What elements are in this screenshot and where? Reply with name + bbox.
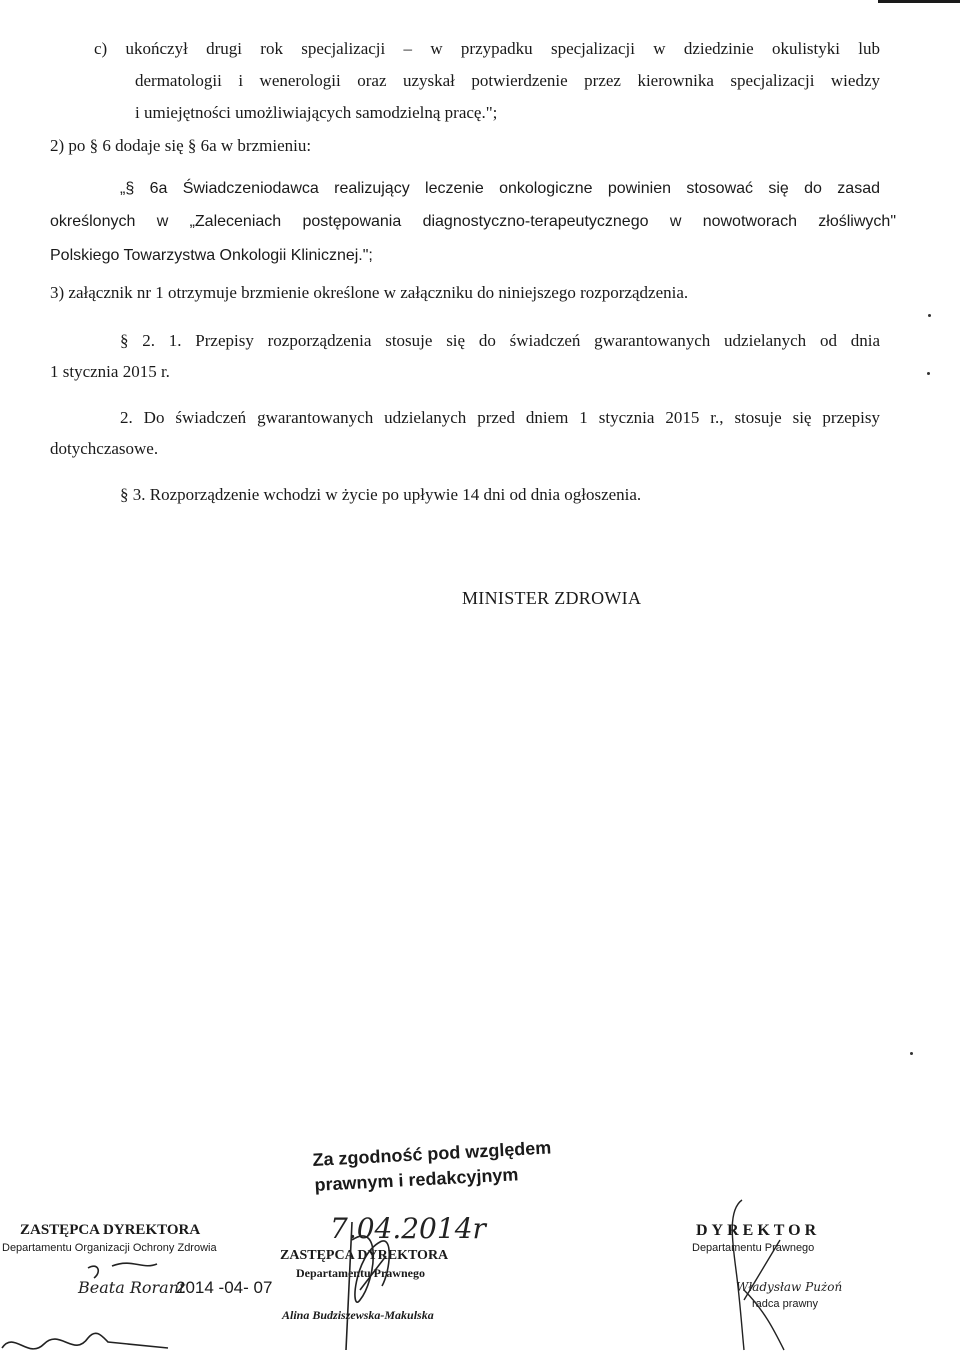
- point-3: 3) załącznik nr 1 otrzymuje brzmienie określone w załączniku do niniejszego rozporządzenia.: [50, 283, 689, 302]
- right-stamp-department: Departamentu Prawnego: [692, 1242, 815, 1254]
- left-stamp-date: 2014 -04- 07: [176, 1278, 273, 1297]
- section-2-para-1-line-1: § 2. 1. Przepisy rozporządzenia stosuje się do świadczeń gwarantowanych udzielanych od dnia: [120, 331, 880, 350]
- compliance-stamp-line-2: prawnym i redakcyjnym: [314, 1164, 519, 1195]
- section-6a-line-3: Polskiego Towarzystwa Onkologii Klinicznej.";: [50, 247, 373, 264]
- minister-heading: MINISTER ZDROWIA: [462, 588, 642, 608]
- center-stamp-title: ZASTĘPCA DYREKTORA: [280, 1248, 449, 1263]
- point-2: 2) po § 6 dodaje się § 6a w brzmieniu:: [50, 136, 312, 155]
- right-stamp-name: Władysław Pużoń: [736, 1280, 843, 1294]
- left-stamp-name: Beata Rorant: [78, 1278, 186, 1297]
- left-stamp-department: Departamentu Organizacji Ochrony Zdrowia: [2, 1242, 217, 1254]
- right-stamp-title: DYREKTOR: [696, 1222, 821, 1239]
- compliance-stamp-date: 7.04.2014r: [330, 1212, 486, 1245]
- section-2-para-1-line-2: 1 stycznia 2015 r.: [50, 362, 170, 381]
- left-stamp-title: ZASTĘPCA DYREKTORA: [20, 1222, 201, 1238]
- section-6a-line-2: określonych w „Zaleceniach postępowania diagnostyczno-terapeutycznego w nowotworach złośliwych": [50, 213, 896, 230]
- section-6a-line-1: „§ 6a Świadczeniodawca realizujący leczenie onkologiczne powinien stosować się do zasad: [120, 180, 880, 197]
- point-c-line-2: dermatologii i wenerologii oraz uzyskał potwierdzenie przez kierownika specjalizacji wiedzy: [135, 71, 880, 90]
- point-c-line-3: i umiejętności umożliwiających samodzielną pracę.";: [135, 103, 498, 122]
- compliance-stamp-line-1: Za zgodność pod względem: [312, 1137, 552, 1170]
- section-2-para-2-line-1: 2. Do świadczeń gwarantowanych udzielanych przed dniem 1 stycznia 2015 r., stosuje się przepisy: [120, 408, 880, 427]
- center-stamp-department: Departamentu Prawnego: [296, 1266, 425, 1280]
- center-stamp-name: Alina Budziszewska-Makulska: [282, 1308, 434, 1322]
- point-c-line-1: c) ukończył drugi rok specjalizacji – w przypadku specjalizacji w dziedzinie okulistyki lub: [94, 39, 880, 58]
- section-2-para-2-line-2: dotychczasowe.: [50, 439, 159, 458]
- right-stamp-role: radca prawny: [752, 1298, 819, 1310]
- section-3: § 3. Rozporządzenie wchodzi w życie po upływie 14 dni od dnia ogłoszenia.: [120, 485, 642, 504]
